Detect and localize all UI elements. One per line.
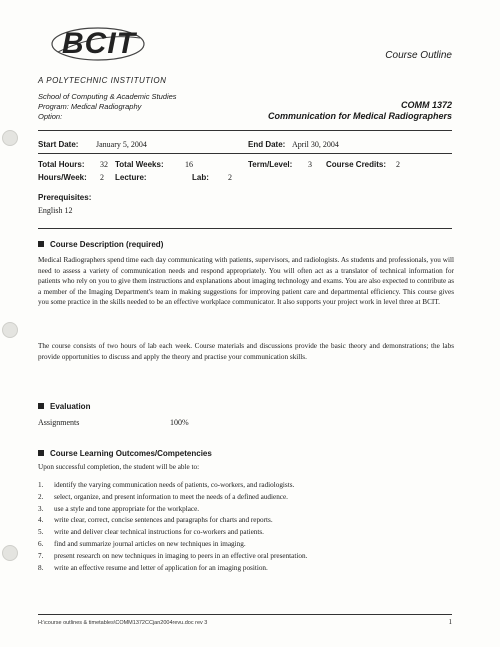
total-hours-label: Total Hours: xyxy=(38,160,85,169)
footer-divider xyxy=(38,614,452,615)
start-date-label: Start Date: xyxy=(38,140,79,149)
outcomes-heading xyxy=(38,449,212,458)
divider xyxy=(38,228,452,229)
item-number: 6. xyxy=(38,539,44,548)
list-item xyxy=(38,515,458,527)
hours-week-label: Hours/Week: xyxy=(38,173,87,182)
lecture-label: Lecture: xyxy=(115,173,147,182)
heading-text: Course Learning Outcomes/Competencies xyxy=(50,449,212,458)
divider xyxy=(38,153,452,154)
lab-value: 2 xyxy=(228,173,232,182)
course-credits-label: Course Credits: xyxy=(326,160,387,169)
total-weeks-label: Total Weeks: xyxy=(115,160,164,169)
item-number: 5. xyxy=(38,528,44,537)
item-text: find and summarize journal articles on new techniques in imaging. xyxy=(54,539,246,548)
item-text: use a style and tone appropriate for the workplace. xyxy=(54,504,200,513)
square-bullet-icon xyxy=(38,450,44,456)
evaluation-heading xyxy=(38,402,90,411)
school-name: School of Computing & Academic Studies xyxy=(38,92,177,101)
page-number: 1 xyxy=(448,618,452,626)
item-text: write and deliver clear technical instructions for co-workers and patients. xyxy=(54,528,264,537)
list-item xyxy=(38,527,458,539)
tagline: A POLYTECHNIC INSTITUTION xyxy=(38,76,167,85)
course-code: COMM 1372 xyxy=(400,100,452,110)
evaluation-item-label: Assignments xyxy=(38,418,80,427)
course-structure-paragraph: The course consists of two hours of lab each week. Course materials and discussions provide the basic theory and demonstrations; the labs provide opportunities to discuss and apply the theory and practise your communication skills. xyxy=(38,342,454,361)
logo-text: BCIT xyxy=(62,27,136,60)
item-number: 7. xyxy=(38,551,44,560)
total-weeks-value: 16 xyxy=(185,160,193,169)
footer-file-path: H:\course outlines & timetables\COMM1372CCjan2004revu.doc rev 3 xyxy=(38,620,208,626)
outcomes-intro: Upon successful completion, the student will be able to: xyxy=(38,463,200,471)
lab-label: Lab: xyxy=(192,173,209,182)
square-bullet-icon xyxy=(38,403,44,409)
outcomes-list xyxy=(38,480,458,574)
item-text: present research on new techniques in imaging to peers in an effective oral presentation. xyxy=(54,551,308,560)
item-text: write clear, correct, concise sentences and paragraphs for charts and reports. xyxy=(54,516,273,525)
course-description-paragraph: Medical Radiographers spend time each day communicating with patients, supervisors, and radiologists. As students and professionals, you will need to assess a variety of communication needs and respond appropriately. You will often act as a translator of technical information for patients who rely on you to give them instructions and explanations about imaging technology and exams. You are also expected to contribute as a member of the Imaging Department's team in making suggestions for improving patient care and departmental efficiency. This course gives you some practice in the skills needed to be an effective workplace communicator. It also supports your project work in level three at BCIT. xyxy=(38,256,454,306)
heading-text: Evaluation xyxy=(50,402,91,411)
list-item xyxy=(38,480,458,492)
item-text: write an effective resume and letter of application for an imaging position. xyxy=(54,563,268,572)
end-date-value: April 30, 2004 xyxy=(292,140,339,149)
evaluation-item-value: 100% xyxy=(170,418,189,427)
start-date-value: January 5, 2004 xyxy=(96,140,147,149)
divider xyxy=(38,130,452,131)
punch-hole xyxy=(2,130,18,146)
item-text: select, organize, and present information to meet the needs of a defined audience. xyxy=(54,492,288,501)
term-level-label: Term/Level: xyxy=(248,160,293,169)
list-item xyxy=(38,539,458,551)
item-number: 3. xyxy=(38,504,44,513)
school-block xyxy=(38,92,177,122)
course-code-block xyxy=(268,100,452,122)
prerequisites-label: Prerequisites: xyxy=(38,193,92,202)
course-credits-value: 2 xyxy=(396,160,400,169)
list-item xyxy=(38,504,458,516)
list-item xyxy=(38,551,458,563)
item-number: 1. xyxy=(38,481,44,489)
end-date-label: End Date: xyxy=(248,140,286,149)
item-text: identify the varying communication needs of patients, co-workers, and radiologists. xyxy=(54,481,295,489)
outline-title: Course Outline xyxy=(385,50,452,61)
course-name: Communication for Medical Radiographers xyxy=(267,111,452,121)
punch-hole xyxy=(2,322,18,338)
total-hours-value: 32 xyxy=(100,160,108,169)
list-item xyxy=(38,492,458,504)
prerequisites-value: English 12 xyxy=(38,206,73,215)
term-level-value: 3 xyxy=(308,160,312,169)
item-number: 8. xyxy=(38,563,44,572)
list-item xyxy=(38,563,458,575)
item-number: 2. xyxy=(38,492,44,501)
course-description-heading xyxy=(38,240,163,249)
punch-hole xyxy=(2,545,18,561)
square-bullet-icon xyxy=(38,241,44,247)
option-label: Option: xyxy=(38,112,63,121)
program-name: Program: Medical Radiography xyxy=(38,102,142,111)
heading-text: Course Description (required) xyxy=(50,240,164,249)
hours-week-value: 2 xyxy=(100,173,104,182)
item-number: 4. xyxy=(38,516,44,525)
